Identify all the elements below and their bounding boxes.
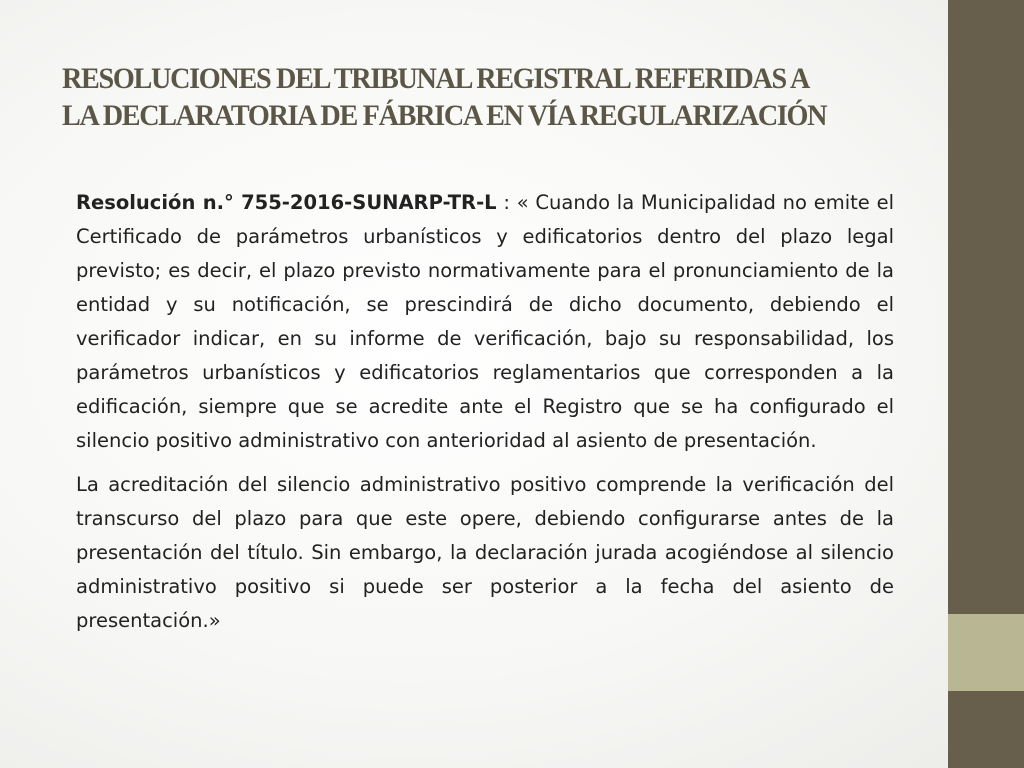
slide-title-line-1: RESOLUCIONES DEL TRIBUNAL REGISTRAL REFERIDAS A bbox=[62, 62, 810, 95]
paragraph-1 bbox=[76, 186, 894, 458]
sidebar-decoration-top bbox=[948, 0, 1024, 614]
slide-body bbox=[76, 186, 894, 638]
slide-title-line-2: LA DECLARATORIA DE FÁBRICA EN VÍA REGULARIZACIÓN bbox=[62, 99, 827, 132]
paragraph-2: La acreditación del silencio administrativo positivo comprende la verificación del transcurso del plazo para que este opere, debiendo configurarse antes de la presentación del título. Sin embargo, la declaración jurada acogiéndose al silencio administrativo positivo si puede ser posterior a la fecha del asiento de presentación.» bbox=[76, 473, 894, 632]
sidebar-decoration-accent bbox=[948, 614, 1024, 691]
sidebar-decoration-bottom bbox=[948, 691, 1024, 768]
paragraph-1-text: : « Cuando la Municipalidad no emite el Certificado de parámetros urbanísticos y edificatorios dentro del plazo legal previsto; es decir, el plazo previsto normativamente para el pronunciamiento de la entidad y su notificación, se prescindirá de dicho documento, debiendo el verificador indicar, en su informe de verificación, bajo su responsabilidad, los parámetros urbanísticos y edificatorios reglamentarios que corresponden a la edificación, siempre que se acredite ante el Registro que se ha configurado el silencio positivo administrativo con anterioridad al asiento de presentación. bbox=[76, 191, 894, 452]
slide-title bbox=[62, 60, 880, 134]
resolution-reference: Resolución n.° 755-2016-SUNARP-TR-L bbox=[76, 191, 497, 214]
